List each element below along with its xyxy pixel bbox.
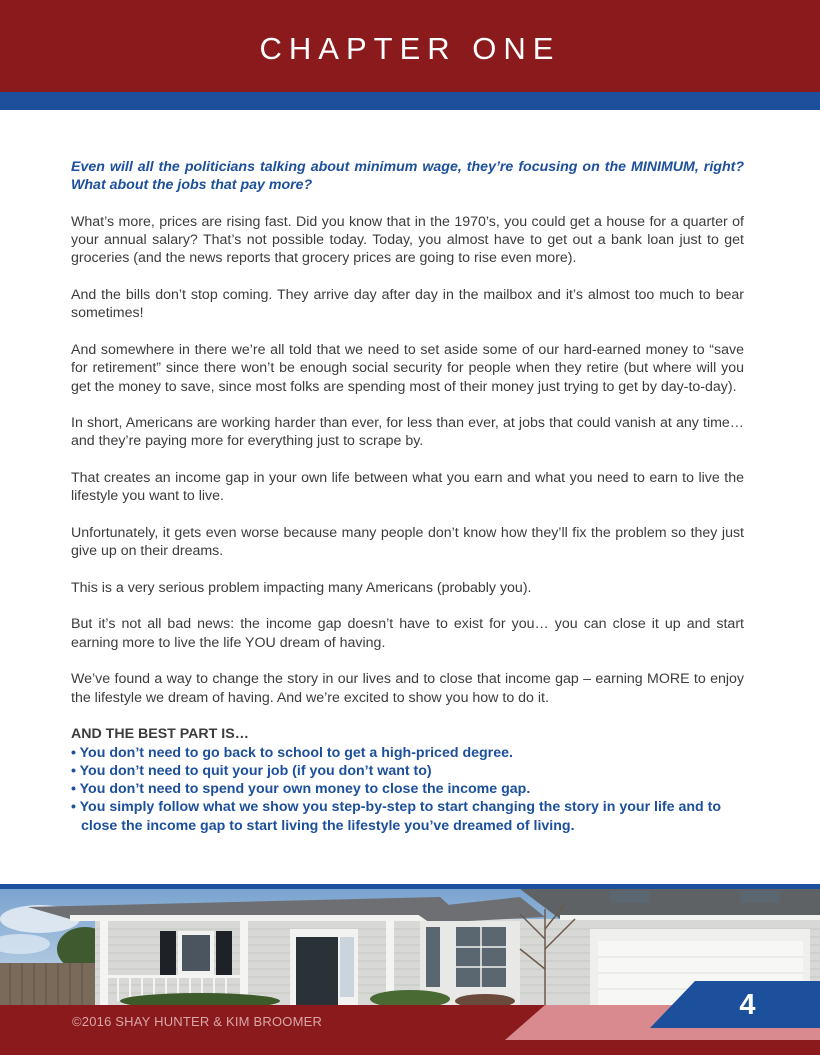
body-paragraph: Unfortunately, it gets even worse because many people don’t know how they’ll fix the problem so they just give up on their dreams.	[71, 524, 744, 560]
body-paragraph: We’ve found a way to change the story in our lives and to close that income gap – earning MORE to enjoy the lifestyle we dream of having. And we’re excited to show you how to do it.	[71, 671, 744, 706]
body-paragraph: And somewhere in there we’re all told that we need to set aside some of our hard-earned money to “save for retirement” since there won’t be enough social security for people when they retire (but where will you get the money to save, since most folks are spending most of their money just trying to get by day-to-day).	[71, 341, 744, 395]
page-number: 4	[739, 989, 756, 1021]
chapter-title: CHAPTER ONE	[259, 31, 561, 66]
body-paragraph: But it’s not all bad news: the income gap doesn’t have to exist for you… you can close it up and start earning more to live the life YOU dream of having.	[71, 616, 744, 651]
benefit-item: • You don’t need to go back to school to get a high-priced degree.	[71, 744, 513, 761]
header-blue-stripe	[0, 92, 820, 110]
copyright-text: ©2016 SHAY HUNTER & KIM BROOMER	[72, 1014, 323, 1029]
best-part-heading: AND THE BEST PART IS…	[71, 726, 249, 743]
body-paragraph: And the bills don’t stop coming. They arrive day after day in the mailbox and it’s almost too much to bear sometimes!	[71, 287, 744, 322]
body-paragraph: What’s more, prices are rising fast. Did you know that in the 1970’s, you could get a house for a quarter of your annual salary? That’s not possible today. Today, you almost have to get out a bank loan just to get groceries (and the news reports that grocery prices are going to rise even more).	[71, 213, 744, 267]
benefits-list	[71, 744, 744, 835]
intro-question: Even will all the politicians talking about minimum wage, they’re focusing on the MINIMUM, right? What about the jobs that pay more?	[71, 159, 744, 194]
benefit-item: • You simply follow what we show you step-by-step to start changing the story in your life and to close the income gap to start living the lifestyle you’ve dreamed of living.	[71, 799, 722, 834]
chapter-header	[0, 0, 820, 92]
body-paragraph: In short, Americans are working harder than ever, for less than ever, at jobs that could vanish at any time… and they’re paying more for everything just to scrape by.	[71, 415, 744, 450]
body-paragraph: That creates an income gap in your own life between what you earn and what you need to earn to live the lifestyle you want to live.	[71, 470, 744, 505]
benefit-item: • You don’t need to quit your job (if you don’t want to)	[71, 762, 432, 779]
body-paragraph: This is a very serious problem impacting many Americans (probably you).	[71, 579, 532, 596]
benefit-item: • You don’t need to spend your own money to close the income gap.	[71, 781, 531, 798]
page-content	[71, 158, 744, 835]
